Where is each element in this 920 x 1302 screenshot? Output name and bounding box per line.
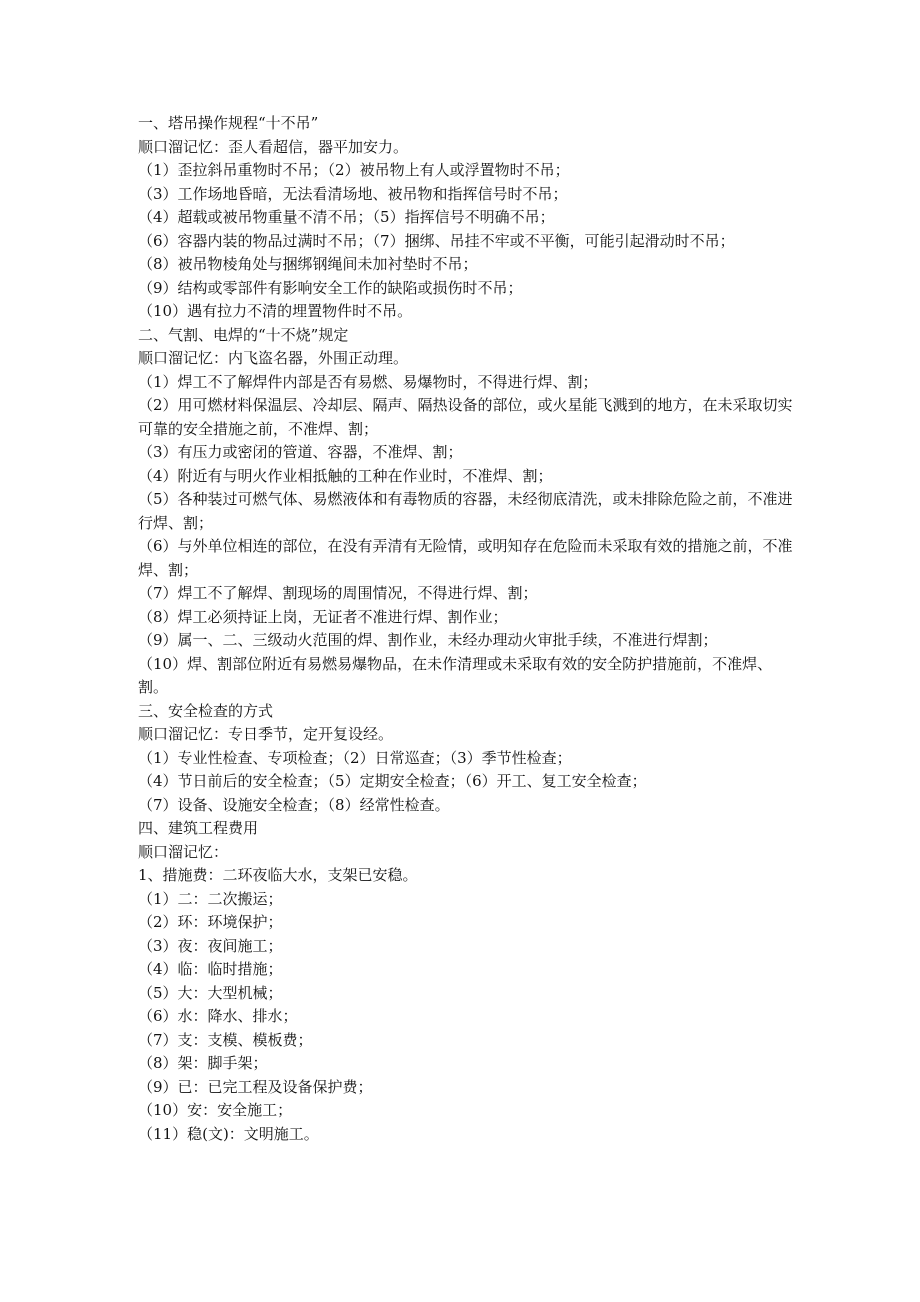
section-heading: 一、塔吊操作规程“十不吊”: [138, 114, 319, 132]
text-line: （7）设备、设施安全检查；（8）经常性检查。: [138, 795, 450, 814]
list-item: （5）大：大型机械；: [138, 983, 283, 1002]
list-item: （4）临：临时措施；: [138, 960, 283, 978]
text-line: （2）用可燃材料保温层、冷却层、隔声、隔热设备的部位，或火星能飞溅到的地方，在未采取切实可靠的安全措施之前，不准焊、割；: [138, 396, 793, 438]
list-item: （11）稳(文)：文明施工。: [138, 1124, 319, 1143]
text-line: （9）属一、二、三级动火范围的焊、割作业，未经办理动火审批手续，不准进行焊割；: [138, 631, 718, 649]
mnemonic-line: 顺口溜记忆：内飞盗名器，外围正动理。: [138, 349, 409, 367]
mnemonic-line: 顺口溜记忆：歪人看超信，器平加安力。: [138, 137, 409, 156]
list-item: （2）环：环境保护；: [138, 913, 283, 931]
text-line: （10）遇有拉力不清的埋置物件时不吊。: [138, 302, 413, 320]
section-heading: 三、安全检查的方式: [138, 701, 274, 720]
text-line: （1）焊工不了解焊件内部是否有易燃、易爆物时，不得进行焊、割；: [138, 372, 598, 391]
text-line: （5）各种装过可燃气体、易燃液体和有毒物质的容器，未经彻底清洗，或未排除危险之前，不准进行焊、割；: [138, 490, 793, 532]
text-line: （8）焊工必须持证上岗，无证者不准进行焊、割作业；: [138, 607, 508, 626]
text-line: （4）节日前后的安全检查；（5）定期安全检查；（6）开工、复工安全检查；: [138, 772, 647, 790]
text-line: （7）焊工不了解焊、割现场的周围情况，不得进行焊、割；: [138, 584, 538, 602]
text-line: （1）专业性检查、专项检查；（2）日常巡查；（3）季节性检查；: [138, 748, 572, 767]
text-line: （10）焊、割部位附近有易燃易爆物品，在未作清理或未采取有效的安全防护措施前，不准焊、割。: [138, 654, 773, 696]
list-item: （6）水：降水、排水；: [138, 1007, 298, 1025]
text-line: （4）超载或被吊物重量不清不吊；（5）指挥信号不明确不吊；: [138, 208, 555, 226]
text-line: （8）被吊物棱角处与捆绑钢绳间未加衬垫时不吊；: [138, 255, 478, 273]
text-line: （1）歪拉斜吊重物时不吊；（2）被吊物上有人或浮置物时不吊；: [138, 161, 570, 179]
section-heading: 四、建筑工程费用: [138, 819, 259, 837]
subheading-line: 1、措施费：二环夜临大水，支架已安稳。: [138, 866, 418, 884]
list-item: （9）已：已完工程及设备保护费；: [138, 1077, 373, 1096]
list-item: （8）架：脚手架；: [138, 1054, 268, 1072]
text-line: （6）与外单位相连的部位，在没有弄清有无险情，或明知存在危险而未采取有效的措施之前，不准焊、割；: [138, 537, 793, 579]
list-item: （3）夜：夜间施工；: [138, 936, 283, 955]
text-line: （9）结构或零部件有影响安全工作的缺陷或损伤时不吊；: [138, 278, 523, 297]
text-line: （4）附近有与明火作业相抵触的工种在作业时，不准焊、割；: [138, 466, 553, 485]
list-item: （7）支：支模、模板费；: [138, 1030, 313, 1049]
list-item: （10）安：安全施工；: [138, 1101, 293, 1119]
list-item: （1）二：二次搬运；: [138, 889, 283, 908]
mnemonic-line: 顺口溜记忆：: [138, 842, 229, 861]
text-line: （3）有压力或密闭的管道、容器，不准焊、割；: [138, 443, 463, 461]
text-line: （6）容器内装的物品过满时不吊；（7）捆绑、吊挂不牢或不平衡，可能引起滑动时不吊；: [138, 231, 735, 250]
document-body: [138, 112, 793, 1146]
section-heading: 二、气割、电焊的“十不烧”规定: [138, 325, 349, 344]
text-line: （3）工作场地昏暗，无法看清场地、被吊物和指挥信号时不吊；: [138, 184, 568, 203]
mnemonic-line: 顺口溜记忆：专日季节，定开复设经。: [138, 725, 394, 743]
